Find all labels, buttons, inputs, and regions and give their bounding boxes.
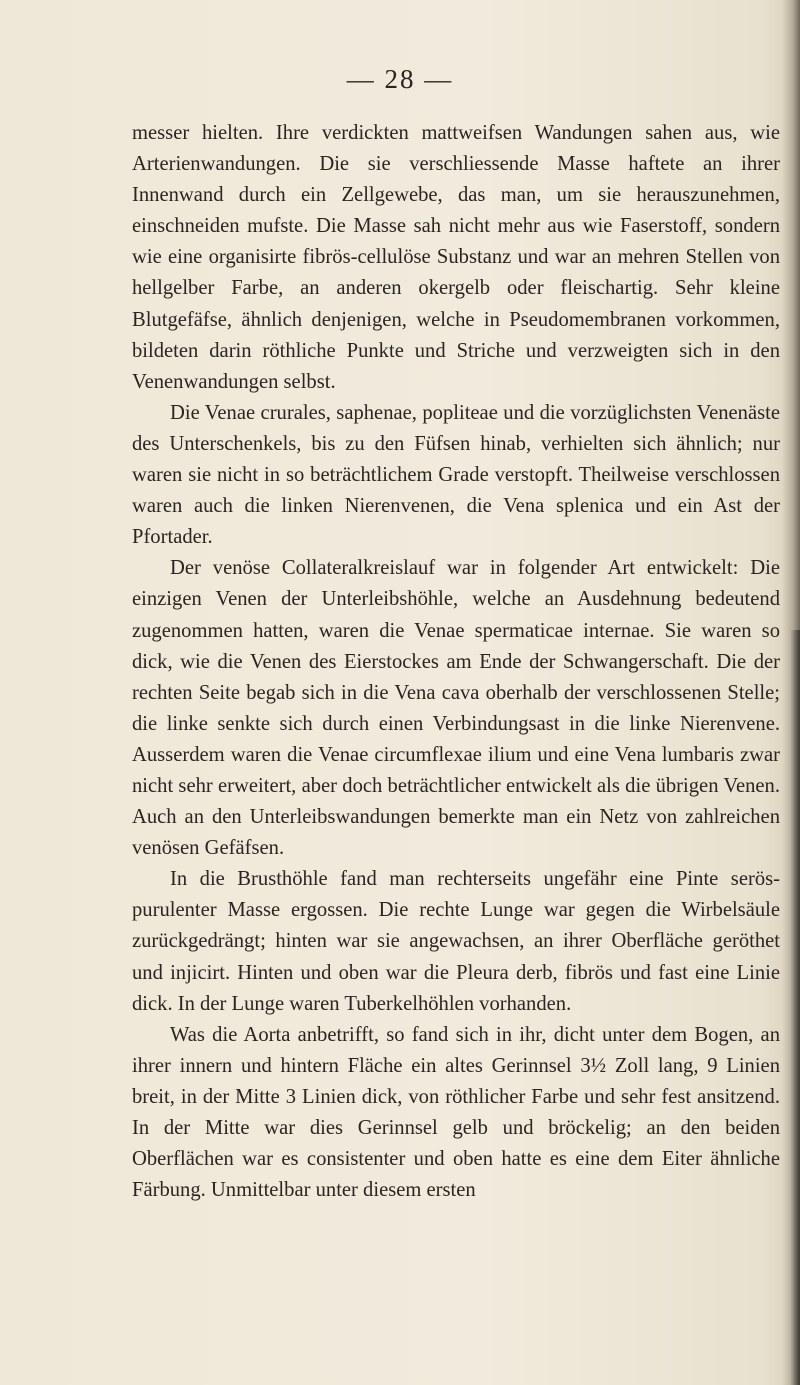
paragraph-2: Die Venae crurales, saphenae, popliteae und die vorzüglichsten Venenäste des Unterschenkels, bis zu den Füfsen hinab, verhielten sich ähnlich; nur waren sie nicht in so beträchtlichem Grade verstopft. Theilweise verschlossen waren auch die linken Nierenvenen, die Vena splenica und ein Ast der Pfortader. — [132, 401, 780, 549]
paragraph-1: messer hielten. Ihre verdickten mattweifsen Wandungen sahen aus, wie Arterienwandungen. Die sie verschliessende Masse haftete an ihrer Innenwand durch ein Zellgewebe, das man, um sie herauszunehmen, einschneiden mufste. Die Masse sah nicht mehr aus wie Faserstoff, sondern wie eine organisirte fibrös-cellulöse Substanz und war an mehren Stellen von hellgelber Farbe, an anderen okergelb oder fleischartig. Sehr kleine Blutgefäfse, ähnlich denjenigen, welche in Pseudomembranen vorkommen, bildeten darin röthliche Punkte und Striche und verzweigten sich in den Venenwandungen selbst. — [132, 122, 780, 393]
page-number: — 28 — — [346, 64, 454, 94]
page-edge-dark — [790, 630, 800, 1385]
paragraph-4: In die Brusthöhle fand man rechterseits ungefähr eine Pinte serös-purulenter Masse ergossen. Die rechte Lunge war gegen die Wirbelsäule zurückgedrängt; hinten war sie angewachsen, an ihrer Oberfläche geröthet und injicirt. Hinten und oben war die Pleura derb, fibrös und fast eine Linie dick. In der Lunge waren Tuberkelhöhlen vorhanden. — [132, 868, 780, 1015]
paragraph-5: Was die Aorta anbetrifft, so fand sich in ihr, dicht unter dem Bogen, an ihrer innern und hintern Fläche ein altes Gerinnsel 3½ Zoll lang, 9 Linien breit, in der Mitte 3 Linien dick, von röthlicher Farbe und sehr fest ansitzend. In der Mitte war dies Gerinnsel gelb und bröckelig; an den beiden Oberflächen war es consistenter und oben hatte es eine dem Eiter ähnliche Färbung. Unmittelbar unter diesem ersten — [132, 1023, 780, 1202]
body-text — [132, 118, 780, 1206]
paragraph-3: Der venöse Collateralkreislauf war in folgender Art entwickelt: Die einzigen Venen der Unterleibshöhle, welche an Ausdehnung bedeutend zugenommen hatten, waren die Venae spermaticae internae. Sie waren so dick, wie die Venen des Eierstockes am Ende der Schwangerschaft. Die der rechten Seite begab sich in die Vena cava oberhalb der verschlossenen Stelle; die linke senkte sich durch einen Verbindungsast in die linke Nierenvene. Ausserdem waren die Venae circumflexae ilium und eine Vena lumbaris zwar nicht sehr erweitert, aber doch beträchtlicher entwickelt als die übrigen Venen. Auch an den Unterleibswandungen bemerkte man ein Netz von zahlreichen venösen Gefäfsen. — [132, 557, 780, 860]
